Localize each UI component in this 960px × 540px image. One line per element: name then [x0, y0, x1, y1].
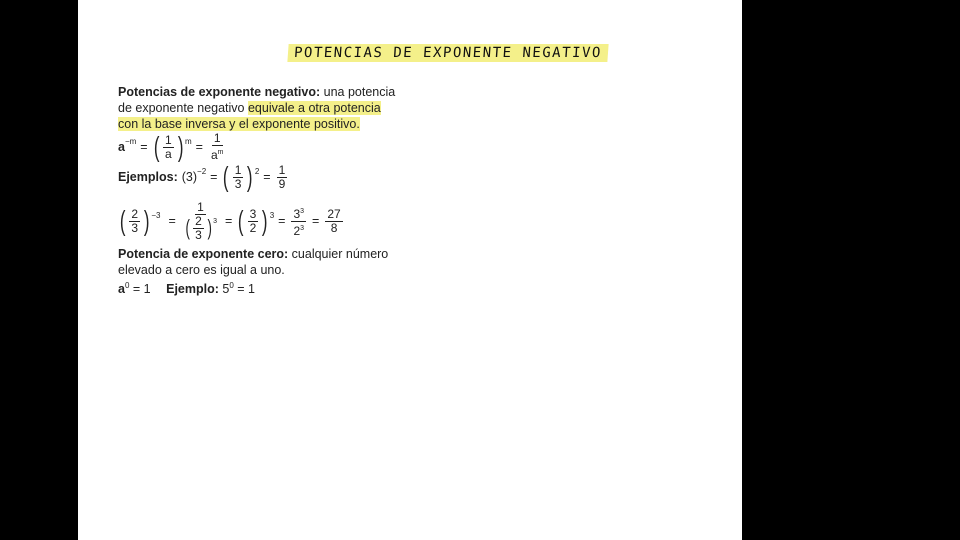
definition-text: una potencia: [323, 85, 396, 99]
formula-exponent: m: [184, 136, 192, 146]
denominator-exponent: 3: [300, 224, 305, 232]
fraction: [325, 208, 342, 235]
formula-exponent: −m: [124, 136, 137, 146]
zero-exponent-line-1: [118, 246, 388, 262]
equals-sign: =: [263, 170, 271, 184]
definition-line-3: [118, 116, 360, 132]
paren-close: ): [262, 205, 268, 236]
numerator: 1: [197, 199, 204, 214]
examples-label: Ejemplos:: [118, 170, 178, 184]
paren-close: ): [247, 161, 253, 192]
equals-sign: =: [140, 140, 148, 154]
example-exponent: −2: [197, 166, 207, 176]
definition-text: de exponente negativo: [118, 101, 245, 115]
denominator: 8: [330, 220, 338, 235]
compound-fraction: [182, 201, 219, 242]
numerator: 2: [131, 206, 139, 221]
numerator: 1: [234, 162, 242, 177]
numerator: 1: [213, 131, 221, 145]
denominator: a: [164, 146, 172, 161]
definition-line-1: [118, 84, 395, 100]
example-base: (3): [181, 170, 198, 184]
fraction: [233, 164, 244, 191]
equals-sign: =: [168, 214, 176, 228]
paren-open: (: [185, 215, 190, 240]
paren-open: (: [153, 131, 160, 162]
equals-sign: =: [312, 214, 320, 228]
example-exponent: 3: [269, 210, 275, 220]
example-exponent: 3: [213, 217, 218, 225]
numerator-exponent: 3: [300, 207, 305, 215]
numerator: 27: [327, 206, 341, 221]
denominator: [291, 222, 306, 238]
definition-highlight: con la base inversa y el exponente positivo.: [118, 117, 360, 131]
general-formula: [118, 132, 227, 162]
page-title: POTENCIAS DE EXPONENTE NEGATIVO: [287, 44, 608, 62]
fraction: [193, 215, 204, 242]
denominator: 9: [278, 176, 286, 191]
equals-sign: =: [278, 214, 286, 228]
example-base: 5: [222, 282, 230, 297]
zero-exponent-text: cualquier número: [291, 247, 389, 261]
denominator: 3: [234, 176, 242, 191]
paren-open: (: [223, 161, 229, 192]
fraction: [277, 164, 288, 191]
fraction: [129, 208, 140, 235]
example-2: [118, 196, 345, 246]
denominator-base: 2: [293, 223, 301, 238]
formula-base: a: [118, 140, 125, 154]
zero-exponent-term: Potencia de exponente cero:: [118, 247, 289, 261]
denominator: [182, 215, 219, 242]
rule-base: a: [118, 282, 125, 297]
definition-line-2: [118, 100, 381, 116]
fraction: [291, 205, 306, 238]
denominator-base: a: [210, 148, 218, 162]
zero-exponent-rule: [118, 278, 255, 297]
denominator: 3: [131, 220, 139, 235]
paren-close: ): [177, 131, 184, 162]
fraction: [248, 208, 259, 235]
example-label: Ejemplo:: [166, 282, 219, 297]
definition-highlight: equivale a otra potencia: [247, 101, 381, 115]
paren-close: ): [207, 215, 212, 240]
numerator: 1: [164, 132, 172, 147]
rule-exponent: 0: [124, 281, 130, 290]
equals-sign: =: [210, 170, 218, 184]
denominator: 2: [249, 220, 257, 235]
equals-sign: =: [225, 214, 233, 228]
numerator: 2: [195, 213, 202, 228]
paren-open: (: [119, 205, 126, 236]
example-result: = 1: [237, 282, 256, 297]
zero-exponent-line-2: elevado a cero es igual a uno.: [118, 263, 285, 277]
example-exponent: −3: [151, 210, 161, 220]
paren-close: ): [143, 205, 150, 236]
paren-open: (: [238, 205, 244, 236]
example-1: [118, 162, 289, 192]
equals-sign: =: [195, 140, 203, 154]
numerator: 3: [249, 206, 257, 221]
numerator-base: 3: [293, 206, 301, 221]
example-exponent: 2: [254, 166, 260, 176]
example-exponent: 0: [229, 281, 234, 290]
denominator: 3: [195, 227, 202, 242]
rule-result: = 1: [132, 282, 151, 297]
numerator: 1: [278, 162, 286, 177]
definition-term: Potencias de exponente negativo:: [118, 85, 321, 99]
fraction: [209, 132, 226, 162]
denominator-exponent: m: [217, 149, 224, 156]
fraction: [163, 134, 174, 161]
slide-page: [78, 0, 742, 540]
denominator: [209, 146, 226, 162]
numerator: [291, 205, 306, 222]
